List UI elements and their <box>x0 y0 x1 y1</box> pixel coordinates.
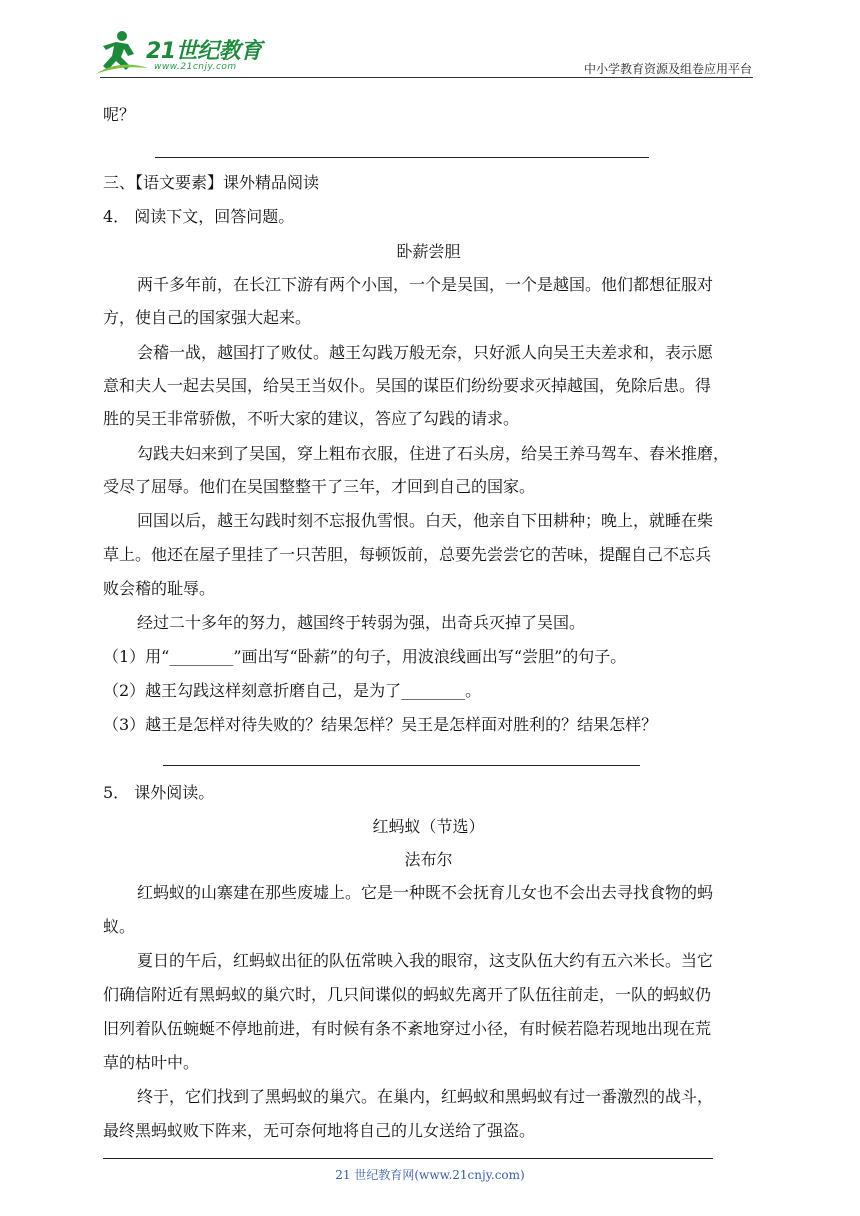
paragraph-line: 回国以后，越王勾践时刻不忘报仇雪恨。白天，他亲自下田耕种；晚上，就睡在柴 <box>137 511 714 530</box>
story-title: 红蚂蚁（节选） <box>372 817 485 836</box>
logo-wordmark: 21世纪教育 <box>146 39 262 64</box>
paragraph-line: 红蚂蚁的山寨建在那些废墟上。它是一种既不会抚育儿女也不会出去寻找食物的蚂 <box>137 883 714 902</box>
paragraph-line: 夏日的午后，红蚂蚁出征的队伍常映入我的眼帘，这支队伍大约有五六米长。当它 <box>137 951 714 970</box>
paragraph-line: 终于，它们找到了黑蚂蚁的巢穴。在巢内，红蚂蚁和黑蚂蚁有过一番激烈的战斗， <box>137 1087 714 1106</box>
header-divider <box>100 77 753 78</box>
paragraph-line: 蚁。 <box>103 917 136 936</box>
footer-divider <box>103 1158 713 1159</box>
paragraph-line: 两千多年前，在长江下游有两个小国，一个是吴国，一个是越国。他们都想征服对 <box>137 275 714 294</box>
page-header <box>0 0 860 80</box>
paragraph-line: 受尽了屈辱。他们在吴国整整干了三年，才回到自己的国家。 <box>103 477 536 496</box>
question-5-prompt: 5． 课外阅读。 <box>103 783 215 802</box>
paragraph-line: 草的枯叶中。 <box>103 1053 200 1072</box>
story-title: 卧薪尝胆 <box>396 242 461 261</box>
platform-name: 中小学教育资源及组卷应用平台 <box>583 62 752 76</box>
story-author: 法布尔 <box>404 850 453 869</box>
sub-question-2: （2）越王勾践这样刻意折磨自己，是为了________。 <box>103 681 482 700</box>
runner-logo-icon <box>94 30 150 76</box>
sub-question-3: （3）越王是怎样对待失败的？结果怎样？吴王是怎样面对胜利的？结果怎样？ <box>103 715 658 734</box>
answer-blank-line <box>163 765 640 766</box>
paragraph-line: 草上。他还在屋子里挂了一只苦胆，每顿饭前，总要先尝尝它的苦味，提醒自己不忘兵 <box>103 545 712 564</box>
site-logo <box>94 30 264 76</box>
paragraph-line: 旧列着队伍蜿蜒不停地前进，有时候有条不紊地穿过小径，有时候若隐若现地出现在荒 <box>103 1019 712 1038</box>
paragraph-line: 会稽一战，越国打了败仗。越王勾践万般无奈，只好派人向吴王夫差求和，表示愿 <box>137 343 714 362</box>
paragraph-line: 最终黑蚂蚁败下阵来，无可奈何地将自己的儿女送给了强盗。 <box>103 1121 536 1140</box>
logo-url: www.21cnjy.com <box>154 62 237 72</box>
question-4-prompt: 4． 阅读下文，回答问题。 <box>103 207 295 226</box>
paragraph-line: 经过二十多年的努力，越国终于转弱为强，出奇兵灭掉了吴国。 <box>137 613 586 632</box>
paragraph-line: 胜的吴王非常骄傲，不听大家的建议，答应了勾践的请求。 <box>103 409 520 428</box>
sub-question-1: （1）用“________”画出写“卧薪”的句子，用波浪线画出写“尝胆”的句子。 <box>103 647 627 666</box>
text-line: 呢？ <box>103 105 136 124</box>
paragraph-line: 勾践夫妇来到了吴国，穿上粗布衣服，住进了石头房，给吴王养马驾车、舂米推磨， <box>137 444 730 463</box>
footer-link[interactable]: 21 世纪教育网(www.21cnjy.com) <box>335 1168 525 1182</box>
paragraph-line: 意和夫人一起去吴国，给吴王当奴仆。吴国的谋臣们纷纷要求灭掉越国，免除后患。得 <box>103 376 712 395</box>
paragraph-line: 方，使自己的国家强大起来。 <box>103 308 312 327</box>
section-heading: 三、【语文要素】课外精品阅读 <box>103 173 320 192</box>
paragraph-line: 们确信附近有黑蚂蚁的巢穴时，几只间谍似的蚂蚁先离开了队伍往前走，一队的蚂蚁仍 <box>103 985 712 1004</box>
paragraph-line: 败会稽的耻辱。 <box>103 579 216 598</box>
answer-blank-line <box>155 157 649 158</box>
